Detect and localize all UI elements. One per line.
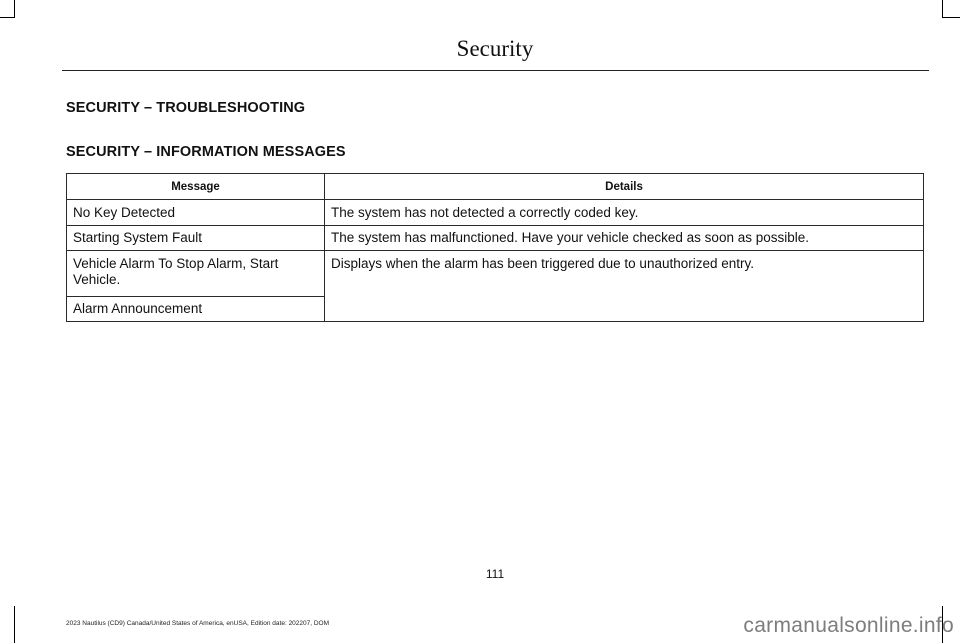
crop-mark-top-left-h [0,17,15,18]
message-cell: Vehicle Alarm To Stop Alarm, Start Vehicle. [67,251,325,297]
crop-mark-bottom-left-v [14,606,15,643]
edition-footer: 2023 Nautilus (CD9) Canada/United States of America, enUSA, Edition date: 202207, DOM [66,620,330,627]
watermark-logo: carmanualsonline.info [743,614,954,637]
column-header-message: Message [67,174,325,200]
table-row [67,200,924,226]
message-cell: Alarm Announcement [67,297,325,322]
page-header-title: Security [456,36,534,61]
troubleshooting-heading: SECURITY – TROUBLESHOOTING [66,100,306,116]
column-header-details: Details [325,174,924,200]
information-messages-heading: SECURITY – INFORMATION MESSAGES [66,144,346,160]
table-header-row [67,174,924,200]
table-row [67,226,924,251]
information-messages-table [66,173,924,322]
message-cell: Starting System Fault [67,226,325,251]
crop-mark-top-right-h [942,17,960,18]
details-cell: Displays when the alarm has been triggered due to unauthorized entry. [325,251,924,322]
page-number: 111 [485,567,505,581]
crop-mark-top-right-v [942,0,943,18]
details-cell: The system has malfunctioned. Have your vehicle checked as soon as possible. [325,226,924,251]
crop-mark-top-left-v [14,0,15,18]
table-row [67,251,924,297]
message-cell: No Key Detected [67,200,325,226]
header-rule [62,70,929,71]
details-cell: The system has not detected a correctly coded key. [325,200,924,226]
